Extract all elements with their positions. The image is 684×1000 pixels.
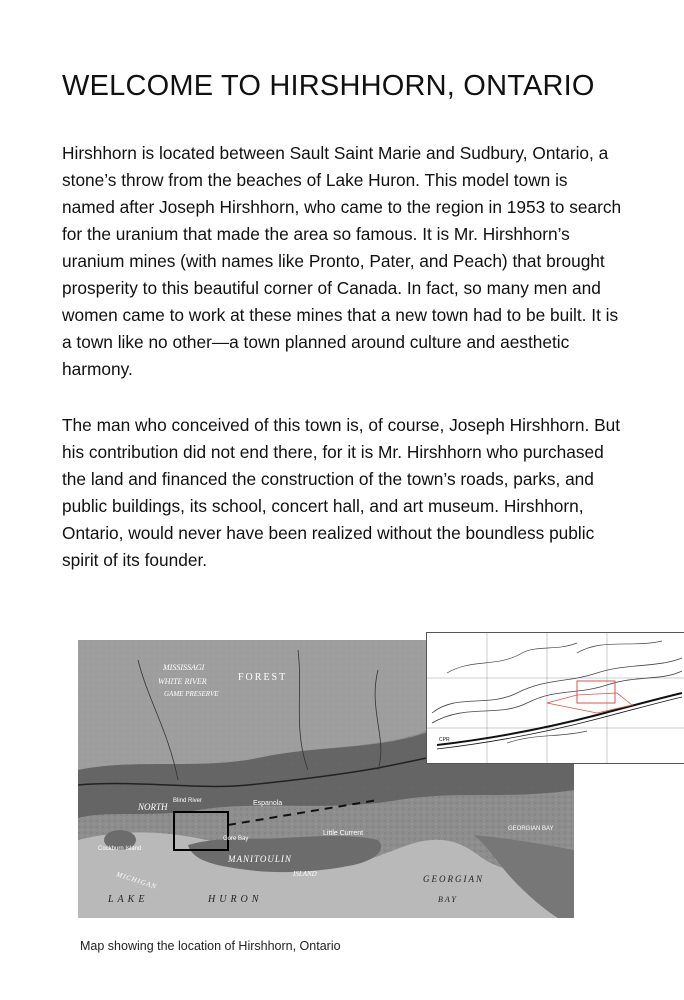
map-label-blind-river: Blind River bbox=[173, 798, 203, 804]
page-title: WELCOME TO HIRSHHORN, ONTARIO bbox=[62, 70, 595, 102]
map-label-north: NORTH bbox=[138, 802, 168, 812]
map-label-game-preserve: GAME PRESERVE bbox=[164, 690, 219, 698]
intro-paragraph: Hirshhorn is located between Sault Saint Marie and Sudbury, Ontario, a stone’s throw from the beaches of Lake Huron. This model town is named after Joseph Hirshhorn, who came to the region in 1953 to search for the uranium that made the area so famous. It is Mr. Hirshhorn’s uranium mines (with names like Pronto, Pater, and Peach) that brought prosperity to this beautiful corner of Canada. In fact, so many men and women came to work at these mines that a new town had to be built. It is a town like no other—a town planned around culture and aesthetic harmony. bbox=[62, 143, 622, 379]
inset-map-graphic bbox=[427, 633, 684, 763]
map-label-bay: BAY bbox=[438, 895, 458, 904]
founder-paragraph: The man who conceived of this town is, of course, Joseph Hirshhorn. But his contribution did not end there, for it is Mr. Hirshhorn who purchased the land and financed the construction of the town’s roads, parks, and public buildings, its school, concert hall, and art museum. Hirshhorn, Ontario, would never have been realized without the boundless public spirit of its founder. bbox=[62, 415, 621, 570]
map-label-little-current: Little Current bbox=[323, 830, 364, 837]
map-label-cockburn-island: Cockburn Island bbox=[98, 846, 142, 852]
map-label-forest: FOREST bbox=[238, 672, 288, 683]
map-label-lake: LAKE bbox=[108, 894, 149, 905]
map-label-espanola: Espanola bbox=[253, 800, 283, 807]
map-label-white-river: WHITE RIVER bbox=[158, 677, 207, 686]
map-label-georgian: GEORGIAN bbox=[423, 874, 484, 884]
map-label-michigan: MICHIGAN bbox=[115, 870, 159, 891]
inset-map bbox=[426, 632, 684, 764]
map-label-manitoulin: MANITOULIN bbox=[228, 854, 292, 864]
map-caption: Map showing the location of Hirshhorn, Ontario bbox=[80, 939, 341, 953]
map-label-georgian-bay-east: GEORGIAN BAY bbox=[508, 826, 554, 832]
inset-label-cpr: CPR bbox=[439, 737, 450, 743]
map-label-island: ISLAND bbox=[293, 870, 317, 878]
map-label-huron: HURON bbox=[208, 894, 263, 905]
location-map bbox=[78, 640, 574, 918]
map-label-gore-bay: Gore Bay bbox=[223, 836, 249, 842]
map-label-missisagi: MISSISSAGI bbox=[163, 663, 205, 672]
